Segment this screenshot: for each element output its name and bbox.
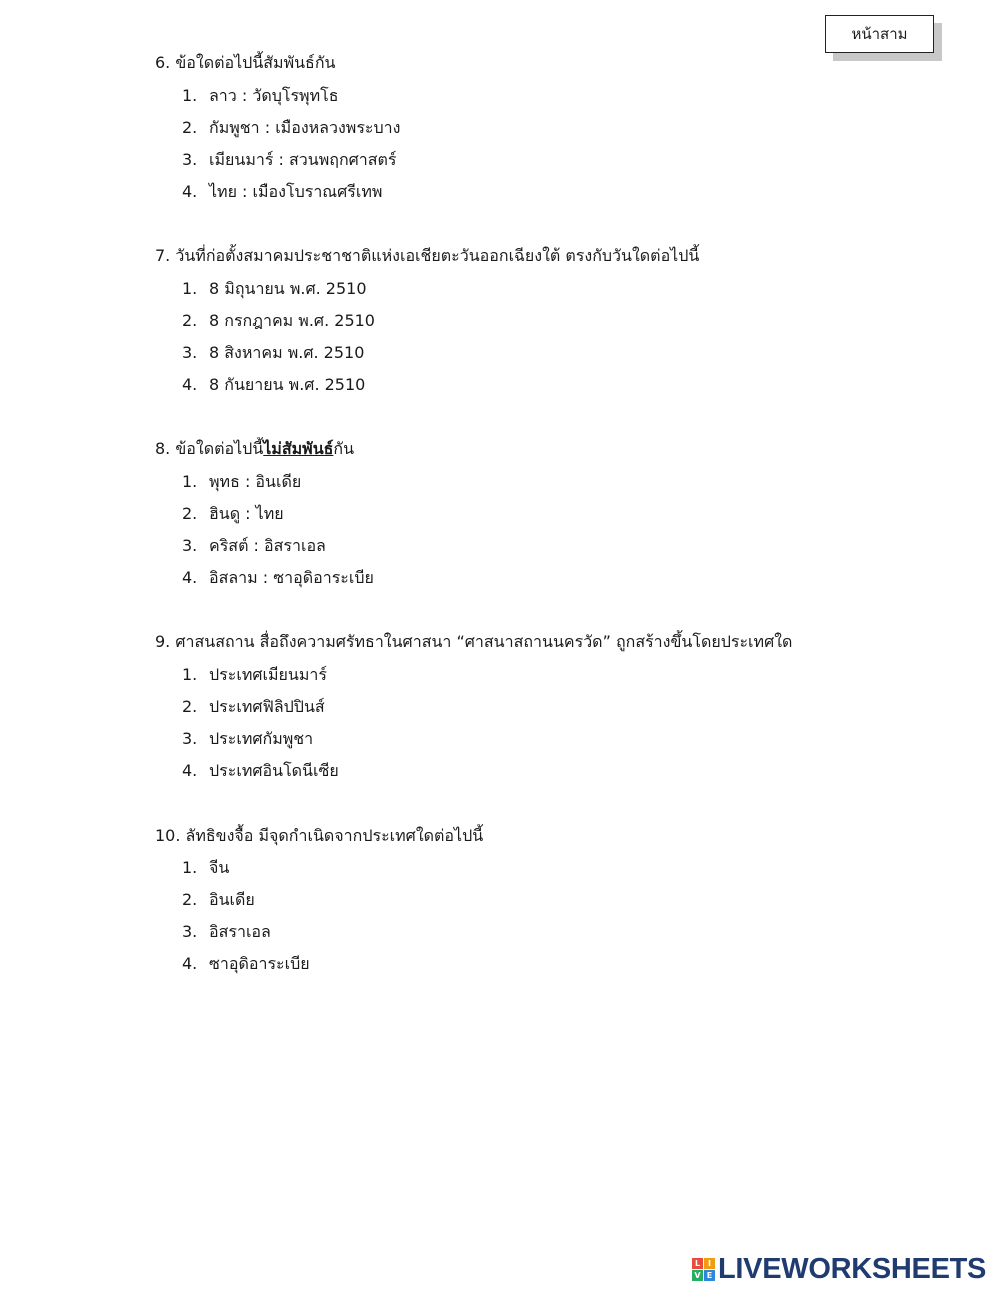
option-number: 1. bbox=[182, 86, 198, 105]
question-emphasis: ไม่สัมพันธ์ bbox=[263, 439, 334, 458]
question-text: ข้อใดต่อไปนี้สัมพันธ์กัน bbox=[175, 53, 336, 72]
option-text: กัมพูชา : เมืองหลวงพระบาง bbox=[209, 118, 401, 137]
option-text: คริสต์ : อิสราเอล bbox=[209, 536, 326, 555]
question-number: 9. bbox=[155, 632, 171, 651]
option-text: จีน bbox=[209, 858, 230, 877]
option-text: อินเดีย bbox=[209, 890, 255, 909]
option-number: 4. bbox=[182, 954, 198, 973]
question-text-lead: ข้อใดต่อไปนี้ bbox=[175, 439, 264, 458]
question-text: ลัทธิขงจื้อ มีจุดกำเนิดจากประเทศใดต่อไปนี้ bbox=[185, 826, 484, 845]
option-number: 4. bbox=[182, 182, 198, 201]
question-text-tail: กัน bbox=[333, 439, 355, 458]
option-number: 2. bbox=[182, 504, 198, 523]
option-text: 8 มิถุนายน พ.ศ. 2510 bbox=[209, 279, 367, 298]
option-number: 3. bbox=[182, 150, 198, 169]
logo-grid-icon bbox=[692, 1258, 715, 1281]
option-number: 3. bbox=[182, 729, 198, 748]
option-text: อิสราเอล bbox=[209, 922, 271, 941]
question-text: วันที่ก่อตั้งสมาคมประชาชาติแห่งเอเชียตะวันออกเฉียงใต้ ตรงกับวันใดต่อไปนี้ bbox=[175, 246, 700, 265]
question-text bbox=[175, 439, 354, 458]
option-number: 3. bbox=[182, 922, 198, 941]
option-text: ประเทศอินโดนีเซีย bbox=[209, 761, 339, 780]
question-number: 10. bbox=[155, 826, 181, 845]
option-text: ประเทศกัมพูชา bbox=[209, 729, 314, 748]
option-text: ซาอุดิอาระเบีย bbox=[209, 954, 310, 973]
liveworksheets-logo[interactable] bbox=[692, 1253, 988, 1285]
brand-name: LIVEWORKSHEETS bbox=[718, 1252, 987, 1285]
option-number: 1. bbox=[182, 665, 198, 684]
question-number: 7. bbox=[155, 246, 171, 265]
logo-letter-i: I bbox=[704, 1258, 715, 1269]
option-text: ประเทศเมียนมาร์ bbox=[209, 665, 327, 684]
option-text: 8 กันยายน พ.ศ. 2510 bbox=[209, 375, 366, 394]
logo-letter-e: E bbox=[704, 1270, 715, 1281]
option-text: ฮินดู : ไทย bbox=[209, 504, 284, 523]
question-10 bbox=[155, 825, 483, 847]
option-text: พุทธ : อินเดีย bbox=[209, 472, 302, 491]
question-6 bbox=[155, 52, 335, 74]
option-number: 1. bbox=[182, 858, 198, 877]
logo-letter-v: V bbox=[692, 1270, 703, 1281]
question-9 bbox=[155, 631, 792, 653]
option-text: ลาว : วัดบุโรพุทโธ bbox=[209, 86, 339, 105]
option-number: 2. bbox=[182, 890, 198, 909]
option-number: 4. bbox=[182, 568, 198, 587]
option-number: 1. bbox=[182, 279, 198, 298]
option-number: 4. bbox=[182, 375, 198, 394]
option-text: ประเทศฟิลิปปินส์ bbox=[209, 697, 325, 716]
question-text: ศาสนสถาน สื่อถึงความศรัทธาในศาสนา “ศาสนาสถานนครวัด” ถูกสร้างขึ้นโดยประเทศใด bbox=[175, 632, 793, 651]
option-number: 3. bbox=[182, 536, 198, 555]
logo-letter-l: L bbox=[692, 1258, 703, 1269]
option-text: อิสลาม : ซาอุดิอาระเบีย bbox=[209, 568, 374, 587]
option-text: 8 สิงหาคม พ.ศ. 2510 bbox=[209, 343, 365, 362]
question-number: 8. bbox=[155, 439, 171, 458]
option-number: 3. bbox=[182, 343, 198, 362]
question-7 bbox=[155, 245, 699, 267]
option-number: 2. bbox=[182, 697, 198, 716]
option-number: 1. bbox=[182, 472, 198, 491]
page-label: หน้าสาม bbox=[825, 15, 934, 53]
option-number: 2. bbox=[182, 118, 198, 137]
option-number: 4. bbox=[182, 761, 198, 780]
option-text: 8 กรกฎาคม พ.ศ. 2510 bbox=[209, 311, 375, 330]
option-text: เมียนมาร์ : สวนพฤกศาสตร์ bbox=[209, 150, 397, 169]
question-number: 6. bbox=[155, 53, 171, 72]
question-8 bbox=[155, 438, 354, 460]
option-number: 2. bbox=[182, 311, 198, 330]
option-text: ไทย : เมืองโบราณศรีเทพ bbox=[209, 182, 383, 201]
